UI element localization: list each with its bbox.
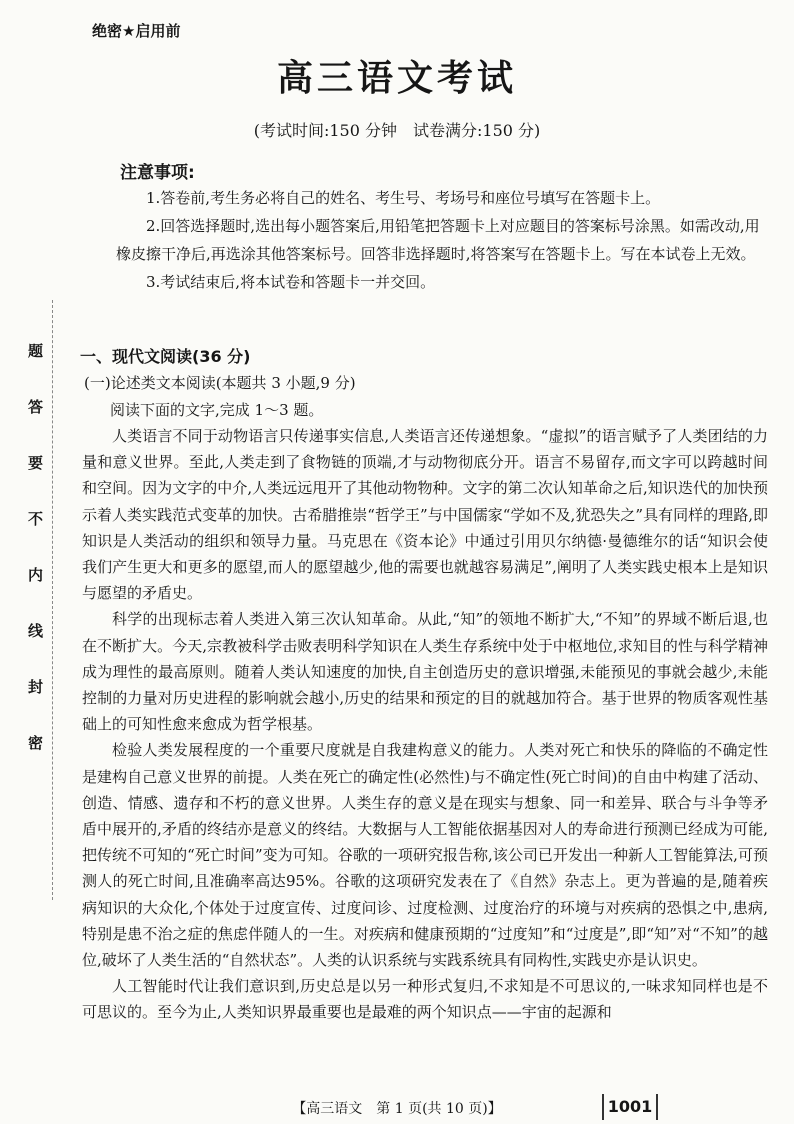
page-footer: 【高三语文 第 1 页(共 10 页)】 (292, 1101, 502, 1117)
margin-char: 封 (28, 678, 44, 696)
passage-paragraph: 人类语言不同于动物语言只传递事实信息,人类语言还传递想象。“虚拟”的语言赋予了人类团结的力量和意义世界。至此,人类走到了食物链的顶端,才与动物彻底分开。语言不易留存,而文字可以跨越时间和空间。因为文字的中介,人类远远甩开了其他动物物种。文字的第二次认知革命之后,知识迭代的加快预示着人类实践范式变革的加快。古希腊推崇“哲学王”与中国儒家“学如不及,犹恐失之”具有同样的理路,即知识是人类活动的组织和领导力量。马克思在《资本论》中通过引用贝尔纳德·曼德维尔的话“知识会使我们产生更大和更多的愿望,而人的愿望越少,他的需要也就越容易满足”,阐明了人类实践史根本上是知识与愿望的矛盾史。 (82, 427, 768, 603)
margin-char: 题 (28, 342, 44, 360)
exam-time-info: (考试时间:150 分钟 试卷满分:150 分) (253, 121, 541, 140)
notice-heading: 注意事项: (120, 163, 195, 183)
reading-passage (82, 423, 768, 1026)
passage-paragraph: 科学的出现标志着人类进入第三次认知革命。从此,“知”的领地不断扩大,“不知”的界域不断后退,也在不断扩大。今天,宗教被科学击败表明科学知识在人类生存系统中处于中枢地位,求知目的性与科学精神成为理性的最高原则。随着人类认知速度的加快,自主创造历史的意识增强,未能预见的事就会越少,未能控制的力量对历史进程的影响就会越小,历史的结果和预定的目的就越加符合。基于世界的物质客观性基础上的可知性愈来愈成为哲学根基。 (82, 610, 768, 734)
page-title: 高三语文考试 (276, 58, 517, 99)
seal-line (52, 300, 53, 900)
subsection-heading: (一)论述类文本阅读(本题共 3 小题,9 分) (84, 374, 356, 392)
margin-char: 答 (28, 398, 44, 416)
paper-code: 1001 (602, 1094, 658, 1120)
passage-paragraph: 人工智能时代让我们意识到,历史总是以另一种形式复归,不求知是不可思议的,一味求知同样也是不可思议的。至今为止,人类知识界最重要也是最难的两个知识点——宇宙的起源和 (82, 977, 768, 1022)
passage-paragraph: 检验人类发展程度的一个重要尺度就是自我建构意义的能力。人类对死亡和快乐的降临的不确定性是建构自己意义世界的前提。人类在死亡的确定性(必然性)与不确定性(死亡时间)的自由中构建了活动、创造、情感、遗存和不朽的意义世界。人类生存的意义是在现实与想象、同一和差异、联合与斗争等矛盾中展开的,矛盾的终结亦是意义的终结。大数据与人工智能依据基因对人的寿命进行预测已经成为可能,把传统不可知的“死亡时间”变为可知。谷歌的一项研究报告称,该公司已开发出一种新人工智能算法,可预测人的死亡时间,且准确率高达95%。谷歌的这项研究发表在了《自然》杂志上。更为普遍的是,随着疾病知识的大众化,个体处于过度宣传、过度问诊、过度检测、过度治疗的环境与对疾病的恐惧之中,患病,特别是患不治之症的焦虑伴随人的一生。对疾病和健康预期的“过度知”和“过度是”,即“知”对“不知”的越位,破坏了人类生活的“自然状态”。人类的认识系统与实践系统具有同构性,实践史亦是认识史。 (82, 741, 768, 970)
margin-char: 密 (28, 734, 44, 752)
notice-item: 1.答卷前,考生务必将自己的姓名、考生号、考场号和座位号填写在答题卡上。 (146, 189, 661, 207)
margin-char: 不 (28, 510, 44, 528)
section-heading: 一、现代文阅读(36 分) (80, 347, 251, 366)
margin-char: 线 (28, 622, 44, 640)
notice-list (116, 184, 764, 296)
margin-char: 要 (28, 454, 44, 472)
margin-char: 内 (28, 566, 44, 584)
binding-margin (0, 300, 60, 900)
notice-item: 2.回答选择题时,选出每小题答案后,用铅笔把答题卡上对应题目的答案标号涂黑。如需改动,用橡皮擦干净后,再选涂其他答案标号。回答非选择题时,将答案写在答题卡上。写在本试卷上无效。 (116, 217, 760, 263)
reading-instruction: 阅读下面的文字,完成 1～3 题。 (110, 401, 324, 419)
notice-item: 3.考试结束后,将本试卷和答题卡一并交回。 (146, 273, 436, 291)
confidential-label: 绝密★启用前 (92, 22, 181, 40)
